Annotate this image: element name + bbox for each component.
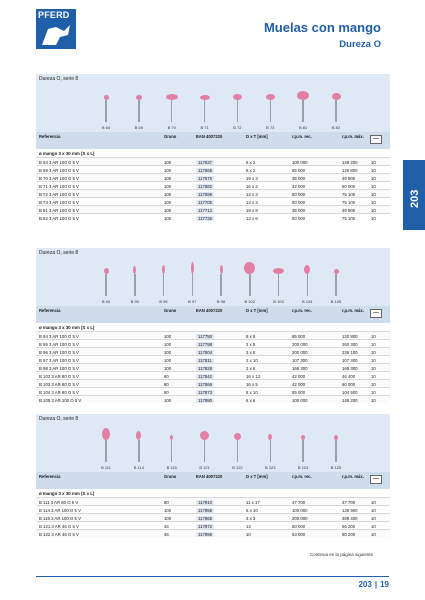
table-row (36, 521, 390, 529)
shank-size-label: ø mango 3 x 30 mm (S x L) (39, 151, 95, 156)
cell-rpmmax: 47 700 (342, 499, 356, 505)
column-header-dxt: D x T [mm] (246, 474, 268, 479)
series-title: Dureza O, serie 8 (39, 76, 79, 82)
cell-grano: 100 (164, 349, 172, 355)
cell-pack: 10 (371, 191, 376, 197)
series-title: Dureza O, serie 8 (39, 250, 79, 256)
tool-label: B 103 (273, 299, 284, 304)
shank-size-label: ø mango 3 x 30 mm (S x L) (39, 325, 95, 330)
grinding-point-icon (166, 94, 178, 122)
cell-pack: 10 (371, 381, 376, 387)
cell-rpmmax: 107 300 (342, 357, 358, 363)
tool-label: B 82 (331, 125, 341, 130)
grinding-point-icon (332, 93, 341, 122)
cell-grano: 100 (164, 167, 172, 173)
cell-ean: 117682 (198, 183, 213, 189)
cell-ean: 117750 (198, 333, 213, 339)
cell-ref: B 73 3 AR 100 O 5 V (39, 199, 79, 205)
tool-label: B 72 (233, 125, 242, 130)
tool-label: B 96 (159, 299, 168, 304)
cell-rpmmax: 149 200 (342, 159, 358, 165)
grinding-point-icon (266, 94, 275, 122)
cell-grano: 100 (164, 365, 172, 371)
tool-label: B 73 (266, 125, 275, 130)
continued-note: Continua en la página siguiente (309, 552, 373, 557)
table-row (36, 505, 390, 513)
cell-rpm: 42 000 (292, 381, 306, 387)
cell-rpmmax: 168 300 (342, 365, 358, 371)
cell-rpm: 168 300 (292, 365, 308, 371)
chapter-tab (403, 160, 425, 230)
cell-ean: 117699 (198, 191, 213, 197)
cell-ref: B 69 3 AR 100 O 5 V (39, 167, 79, 173)
cell-grano: 80 (164, 373, 169, 379)
grinding-point-icon (200, 95, 210, 122)
grinding-point-icon (162, 265, 165, 296)
tool-label: B 70 (167, 125, 176, 130)
column-header-grano: Grano (164, 134, 177, 139)
cell-ean: 117712 (198, 207, 213, 213)
cell-grano: 100 (164, 183, 172, 189)
column-header-rpmmax: r.p.m. máx. (342, 474, 364, 479)
cell-ref: B 103 3 AR 80 O 5 V (39, 381, 79, 387)
column-header-grano: Grano (164, 474, 177, 479)
cell-dxt: 10 (246, 531, 251, 537)
cell-dxt: 16 x 2 (246, 183, 258, 189)
column-header-ean: EAN 4007220 (196, 308, 223, 313)
cell-rpmmax: 236 100 (342, 349, 358, 355)
grinding-point-icon (200, 431, 209, 462)
series-title: Dureza O, serie 8 (39, 416, 79, 422)
cell-ref: B 115 3 AR 100 O 5 V (39, 515, 81, 521)
cell-rpmmax: 289 400 (342, 515, 358, 521)
tool-label: B 69 (134, 125, 143, 130)
cell-dxt: 16 x 5 (246, 381, 258, 387)
cell-rpmmax: 260 300 (342, 341, 358, 347)
cell-ref: B 71 3 AR 100 O 5 V (39, 183, 79, 189)
column-header-ean: EAN 4007220 (196, 134, 223, 139)
tool-label: B 97 (188, 299, 197, 304)
package-icon (370, 475, 382, 484)
page-footer: 203 | 19 (358, 580, 389, 589)
product-image-band (36, 414, 390, 472)
tool-label: B 98 (216, 299, 226, 304)
cell-ean: 117880 (198, 397, 213, 403)
grinding-point-icon (273, 268, 284, 296)
product-image-band (36, 248, 390, 306)
cell-rpm: 35 000 (292, 175, 306, 181)
cell-rpm: 50 000 (292, 215, 306, 221)
grinding-point-icon (297, 91, 309, 122)
tool-label: B 122 (232, 465, 243, 470)
cell-rpm: 63 000 (292, 531, 306, 537)
grinding-point-icon (301, 435, 305, 462)
tool-label: B 102 (244, 299, 255, 304)
table-row (36, 371, 390, 379)
cell-rpm: 200 000 (292, 515, 308, 521)
product-section (36, 248, 390, 403)
column-header-dxt: D x T [mm] (246, 308, 268, 313)
cell-pack: 10 (371, 183, 376, 189)
grinding-point-icon (244, 262, 255, 296)
cell-pack: 10 (371, 175, 376, 181)
cell-ean: 117637 (198, 159, 213, 165)
cell-ref: B 95 3 AR 100 O 5 V (39, 341, 79, 347)
cell-rpm: 85 000 (292, 389, 306, 395)
table-row (36, 205, 390, 213)
product-section (36, 414, 390, 537)
cell-ref: B 114 3 AR 100 O 5 V (39, 507, 81, 513)
cell-pack: 10 (371, 499, 376, 505)
cell-pack: 10 (371, 507, 376, 513)
cell-grano: 100 (164, 159, 172, 165)
cell-grano: 46 (164, 531, 169, 537)
cell-ean: 117675 (198, 175, 213, 181)
pferd-logo (36, 9, 76, 49)
tool-label: B 71 (200, 125, 209, 130)
cell-pack: 10 (371, 333, 376, 339)
cell-rpmmax: 49 900 (342, 175, 356, 181)
table-row (36, 395, 390, 403)
cell-dxt: 19 x 8 (246, 207, 258, 213)
table-row (36, 363, 390, 371)
cell-rpmmax: 75 100 (342, 199, 356, 205)
tool-label: B 94 (101, 299, 111, 304)
tool-label: B 115 (166, 465, 177, 470)
column-header-rpm: r.p.m. rec. (292, 308, 312, 313)
cell-grano: 100 (164, 207, 172, 213)
cell-grano: 80 (164, 381, 169, 387)
cell-rpmmax: 136 900 (342, 507, 358, 513)
cell-dxt: 13 x 3 (246, 199, 258, 205)
cell-grano: 100 (164, 515, 172, 521)
cell-ean: 117910 (198, 499, 213, 505)
cell-dxt: 2 x 6 (246, 365, 256, 371)
table-row (36, 197, 390, 205)
cell-dxt: 8 x 2 (246, 167, 256, 173)
cell-rpmmax: 60 000 (342, 381, 356, 387)
cell-pack: 10 (371, 515, 376, 521)
cell-ref: B 98 3 AR 100 O 5 V (39, 365, 79, 371)
table-row (36, 165, 390, 173)
table-header (36, 306, 390, 323)
cell-grano: 46 (164, 523, 169, 529)
cell-pack: 10 (371, 397, 376, 403)
cell-rpmmax: 75 100 (342, 191, 356, 197)
grinding-point-icon (233, 94, 242, 122)
grinding-point-icon (268, 434, 272, 462)
cell-rpm: 85 000 (292, 333, 306, 339)
cell-ref: B 70 3 AR 100 O 5 V (39, 175, 79, 181)
horse-logo-icon (36, 21, 76, 49)
footer-page-right: 19 (380, 580, 389, 589)
table-header (36, 132, 390, 149)
cell-ref: B 82 3 AR 100 O 5 V (39, 215, 79, 221)
cell-ean: 117736 (198, 215, 213, 221)
cell-pack: 10 (371, 373, 376, 379)
cell-rpm: 42 000 (292, 183, 306, 189)
tool-label: B 81 (299, 125, 308, 130)
cell-pack: 10 (371, 199, 376, 205)
cell-rpmmax: 120 800 (342, 333, 358, 339)
grinding-point-icon (136, 431, 141, 462)
cell-grano: 100 (164, 215, 172, 221)
cell-rpmmax: 46 400 (342, 373, 356, 379)
cell-rpmmax: 80 200 (342, 531, 356, 537)
cell-rpmmax: 49 900 (342, 207, 356, 213)
cell-ean: 117811 (198, 357, 212, 363)
column-header-dxt: D x T [mm] (246, 134, 268, 139)
table-row (36, 331, 390, 339)
cell-rpmmax: 149 200 (342, 397, 358, 403)
cell-pack: 10 (371, 167, 376, 173)
tool-label: B 111 (101, 465, 111, 470)
cell-dxt: 2 x 3 (246, 515, 256, 521)
table-body (36, 497, 390, 537)
cell-rpm: 200 000 (292, 341, 308, 347)
product-image-band (36, 74, 390, 132)
cell-pack: 10 (371, 207, 376, 213)
tool-label: B 95 (130, 299, 139, 304)
cell-pack: 10 (371, 531, 376, 537)
column-header-grano: Grano (164, 308, 177, 313)
table-row (36, 339, 390, 347)
cell-ean: 117972 (198, 523, 213, 529)
table-row (36, 355, 390, 363)
cell-pack: 10 (371, 523, 376, 529)
cell-pack: 10 (371, 215, 376, 221)
table-body (36, 157, 390, 221)
tool-label: B 121 (199, 465, 210, 470)
cell-pack: 10 (371, 357, 376, 363)
grinding-point-icon (191, 262, 194, 296)
cell-ref: B 122 3 AR 46 O 5 V (39, 531, 79, 537)
cell-ref: B 94 3 AR 100 O 5 V (39, 333, 79, 339)
page-title: Muelas con mango (263, 20, 381, 35)
cell-ref: B 97 3 AR 100 O 5 V (39, 357, 79, 363)
cell-ean: 117705 (198, 199, 213, 205)
table-row (36, 379, 390, 387)
package-icon (370, 309, 382, 318)
cell-rpm: 47 700 (292, 499, 306, 505)
page-subtitle: Dureza O (339, 39, 381, 50)
column-header-ref: Referencia (39, 134, 61, 139)
tool-label: B 123 (265, 465, 276, 470)
grinding-point-icon (102, 428, 110, 462)
cell-ref: B 121 3 AR 46 O 5 V (39, 523, 79, 529)
cell-grano: 80 (164, 499, 169, 505)
cell-rpmmax: 56 200 (342, 523, 356, 529)
grinding-point-icon (104, 268, 109, 296)
cell-rpm: 42 000 (292, 373, 306, 379)
cell-pack: 10 (371, 365, 376, 371)
cell-ean: 117873 (198, 389, 213, 395)
cell-dxt: 2 x 10 (246, 357, 258, 363)
table-row (36, 173, 390, 181)
cell-dxt: 13 x 3 (246, 191, 258, 197)
cell-dxt: 6 x 2 (246, 159, 256, 165)
grinding-point-icon (170, 435, 173, 462)
tool-label: B 104 (302, 299, 313, 304)
grinding-point-icon (334, 269, 339, 296)
cell-ean: 117842 (198, 373, 213, 379)
cell-dxt: 19 x 3 (246, 175, 258, 181)
table-row (36, 387, 390, 395)
table-row (36, 213, 390, 221)
cell-rpmmax: 104 500 (342, 389, 358, 395)
cell-rpm: 100 000 (292, 397, 308, 403)
cell-dxt: 13 (246, 523, 251, 529)
cell-dxt: 6 x 10 (246, 507, 258, 513)
tool-label: B 114 (133, 465, 144, 470)
brand-name: PFERD (38, 10, 70, 20)
cell-ref: B 72 3 AR 100 O 5 V (39, 191, 79, 197)
cell-grano: 100 (164, 507, 172, 513)
cell-ref: B 105 3 AR 100 O 5 V (39, 397, 82, 403)
cell-rpm: 200 000 (292, 349, 308, 355)
grinding-point-icon (234, 433, 241, 462)
cell-ref: B 111 3 AR 80 O 5 V (39, 499, 79, 505)
cell-rpmmax: 60 000 (342, 183, 356, 189)
cell-ean: 117965 (198, 515, 213, 521)
cell-grano: 80 (164, 389, 169, 395)
cell-rpm: 107 300 (292, 357, 308, 363)
column-header-ref: Referencia (39, 474, 61, 479)
product-section (36, 74, 390, 221)
grinding-point-icon (133, 266, 136, 296)
cell-grano: 100 (164, 341, 172, 347)
cell-ref: B 81 3 AR 100 O 5 V (39, 207, 79, 213)
package-icon (370, 135, 382, 144)
cell-rpm: 50 000 (292, 523, 306, 529)
table-row (36, 529, 390, 537)
grinding-point-icon (304, 265, 310, 296)
cell-ean: 117798 (198, 341, 213, 347)
grinding-point-icon (104, 95, 109, 122)
cell-rpm: 50 000 (292, 199, 306, 205)
cell-rpmmax: 75 100 (342, 215, 356, 221)
tool-label: B 64 (101, 125, 111, 130)
cell-dxt: 6 x 6 (246, 397, 256, 403)
cell-ref: B 102 3 AR 80 O 5 V (39, 373, 79, 379)
table-row (36, 347, 390, 355)
cell-ref: B 64 3 AR 100 O 5 V (39, 159, 79, 165)
cell-rpm: 85 000 (292, 167, 306, 173)
table-row (36, 513, 390, 521)
table-row (36, 189, 390, 197)
footer-divider (36, 576, 389, 577)
cell-rpm: 35 000 (292, 207, 306, 213)
cell-pack: 10 (371, 349, 376, 355)
cell-grano: 100 (164, 357, 172, 363)
cell-ean: 117804 (198, 349, 213, 355)
grinding-point-icon (334, 435, 338, 462)
table-header (36, 472, 390, 489)
column-header-rpmmax: r.p.m. máx. (342, 134, 364, 139)
cell-ean: 117958 (198, 507, 213, 513)
cell-grano: 100 (164, 199, 172, 205)
column-header-rpm: r.p.m. rec. (292, 134, 312, 139)
cell-pack: 10 (371, 159, 376, 165)
cell-dxt: 8 x 10 (246, 389, 258, 395)
cell-dxt: 3 x 5 (246, 341, 256, 347)
cell-rpm: 100 000 (292, 159, 308, 165)
table-row (36, 497, 390, 505)
cell-grano: 100 (164, 175, 172, 181)
cell-grano: 100 (164, 333, 172, 339)
column-header-rpmmax: r.p.m. máx. (342, 308, 364, 313)
column-header-ean: EAN 4007220 (196, 474, 223, 479)
table-body (36, 331, 390, 403)
table-row (36, 181, 390, 189)
shank-size-label: ø mango 3 x 30 mm (S x L) (39, 491, 95, 496)
cell-dxt: 3 x 6 (246, 349, 256, 355)
footer-page-left: 203 (358, 580, 372, 589)
cell-rpm: 100 000 (292, 507, 308, 513)
cell-ean: 117828 (198, 365, 213, 371)
cell-ean: 117668 (198, 167, 213, 173)
tool-label: B 105 (330, 299, 342, 304)
column-header-ref: Referencia (39, 308, 61, 313)
cell-dxt: 13 x 6 (246, 215, 258, 221)
table-row (36, 157, 390, 165)
cell-dxt: 8 x 5 (246, 333, 256, 339)
tool-label: B 124 (297, 465, 309, 470)
cell-pack: 10 (371, 389, 376, 395)
column-header-rpm: r.p.m. rec. (292, 474, 312, 479)
grinding-point-icon (136, 95, 142, 122)
cell-rpmmax: 120 800 (342, 167, 358, 173)
cell-dxt: 16 x 13 (246, 373, 261, 379)
cell-ean: 117866 (198, 381, 213, 387)
cell-pack: 10 (371, 341, 376, 347)
cell-grano: 100 (164, 397, 172, 403)
cell-rpm: 50 000 (292, 191, 306, 197)
cell-ref: B 96 3 AR 100 O 5 V (39, 349, 79, 355)
cell-ean: 117996 (198, 531, 213, 537)
chapter-number: 203 (409, 189, 421, 208)
tool-label: B 125 (330, 465, 342, 470)
grinding-point-icon (220, 265, 223, 296)
cell-ref: B 104 3 AR 80 O 5 V (39, 389, 79, 395)
cell-dxt: 11 x 17 (246, 499, 260, 505)
cell-grano: 100 (164, 191, 172, 197)
